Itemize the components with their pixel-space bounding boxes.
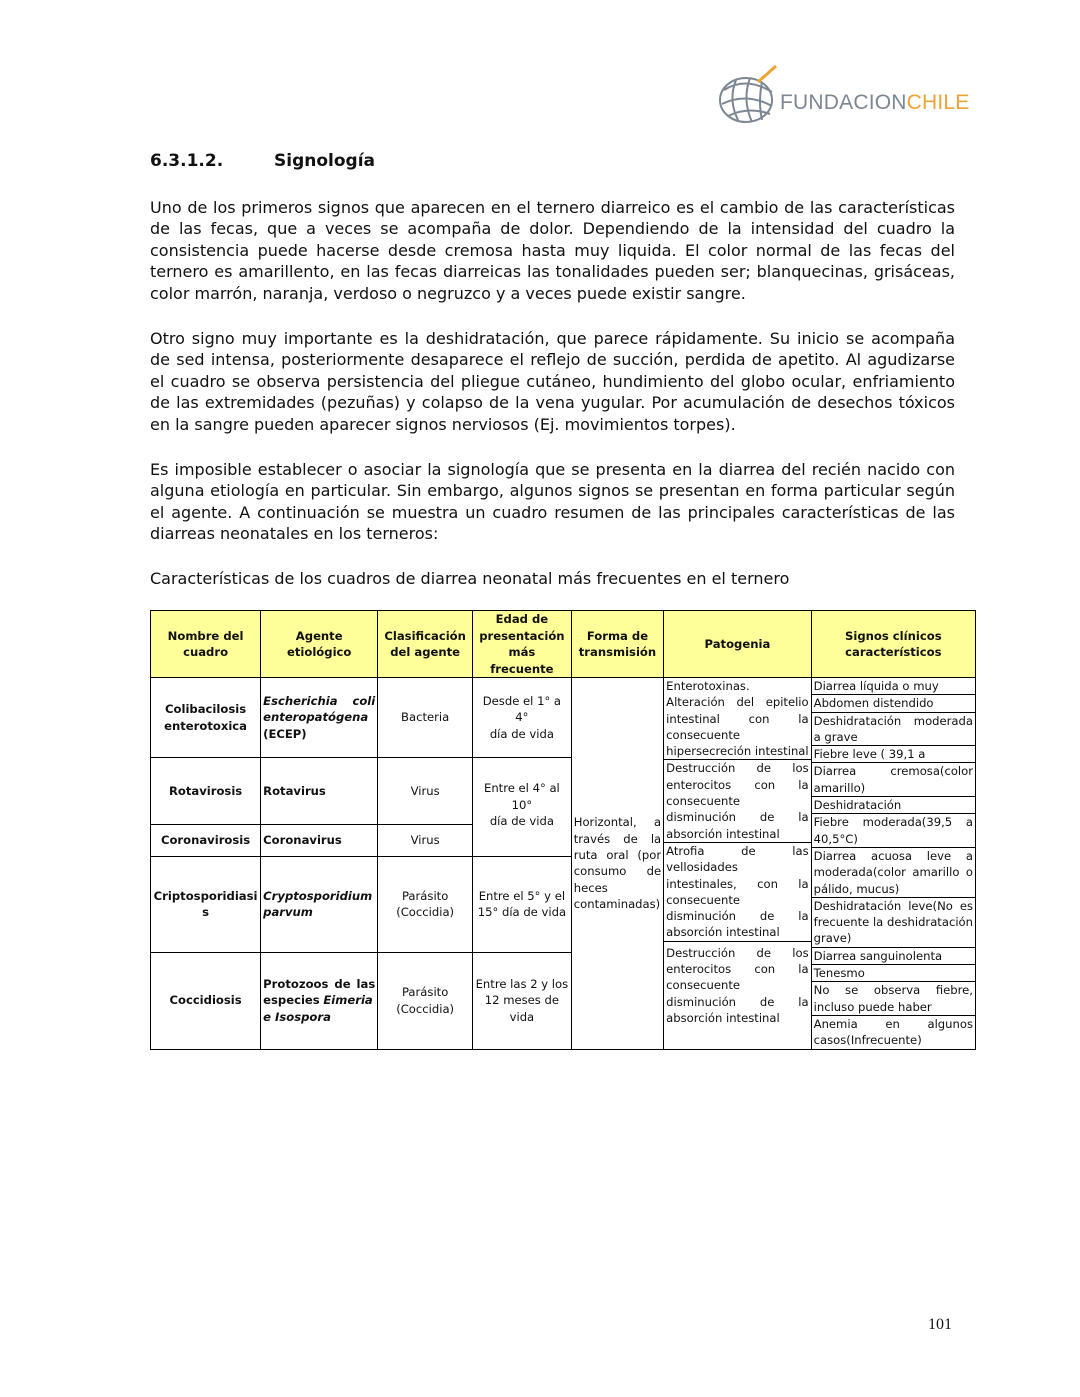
- paragraph-1: Uno de los primeros signos que aparecen en el ternero diarreico es el cambio de las características de las fecas, que a veces se acompaña de dolor. Dependiendo de la intensidad del cuadro la consistencia puede hacerse desde cremosa hasta muy liquida. El color normal de las fecas del ternero es amarillento, en las fecas diarreicas las tonalidades pueden ser; blanquecinas, grisáceas, color marrón, naranja, verdoso o negruzco y a veces puede existir sangre.: [150, 198, 955, 303]
- header-forma: Forma de transmisión: [571, 611, 663, 678]
- cell-clasif-parasito: Parásito (Coccidia): [378, 856, 473, 952]
- diarrhea-table: [150, 610, 976, 1050]
- table-caption: Características de los cuadros de diarrea neonatal más frecuentes en el ternero: [150, 569, 790, 588]
- cell-nombre-coccidiosis: Coccidiosis: [151, 952, 261, 1049]
- cell-edad-cripto: Entre el 5° y el 15° día de vida: [473, 856, 572, 952]
- header-agente: Agente etiológico: [261, 611, 378, 678]
- header-clasificacion: Clasificación del agente: [378, 611, 473, 678]
- cell-clasif-parasito: Parásito (Coccidia): [378, 952, 473, 1049]
- cell-clasif-virus: Virus: [378, 758, 473, 825]
- cell-nombre-coronavirosis: Coronavirosis: [151, 824, 261, 856]
- cell-agente-cryptosporidium: Cryptosporidium parvum: [261, 856, 378, 952]
- table-row: [151, 678, 976, 758]
- cell-clasif-bacteria: Bacteria: [378, 678, 473, 758]
- globe-logo-icon: [714, 62, 780, 128]
- header-patogenia: Patogenia: [664, 611, 811, 678]
- cell-forma-transmision: Horizontal, a través de la ruta oral (por consumo de heces contaminadas): [571, 678, 663, 1050]
- header-signos: Signos clínicos característicos: [811, 611, 975, 678]
- cell-nombre-colibacilosis: Colibacilosis enterotoxica: [151, 678, 261, 758]
- header-nombre: Nombre del cuadro: [151, 611, 261, 678]
- cell-nombre-criptosporidiasis: Criptosporidiasi s: [151, 856, 261, 952]
- cell-agente-coronavirus: Coronavirus: [261, 824, 378, 856]
- logo-text-fundacion: FUNDACION: [780, 91, 907, 114]
- paragraph-2: Otro signo muy importante es la deshidratación, que parece rápidamente. Su inicio se acompaña de sed intensa, posteriormente desaparece el reflejo de succión, perdida de apetito. Al agudizarse el cuadro se observa persistencia del pliegue cutáneo, hundimiento del globo ocular, enfriamiento de las extremidades (pezuñas) y colapso de la vena yugular. Por acumulación de desechos tóxicos en la sangre pueden aparecer signos nerviosos (Ej. movimientos torpes).: [150, 329, 955, 434]
- section-number: 6.3.1.2.: [150, 151, 224, 171]
- page-number: 101: [928, 1316, 952, 1333]
- header-edad: Edad de presentación más frecuente: [473, 611, 572, 678]
- fundacion-chile-logo: [714, 62, 970, 128]
- cell-signos: Diarrea líquida o muy Abdomen distendido Deshidratación moderada a grave Fiebre leve ( 39,1 a Diarrea cremosa(color amarillo) Deshidratación Fiebre moderada(39,5 a 40,5°C) Diarrea acuosa leve a moderada(color amarillo o pálido, mucus) Deshidratación leve(No es frecuente la deshidratación grave) Diarrea sanguinolenta Tenesmo No se observa fiebre, incluso puede haber Anemia en algunos casos(Infrecuente): [811, 678, 975, 1050]
- cell-nombre-rotavirosis: Rotavirosis: [151, 758, 261, 825]
- paragraph-3: Es imposible establecer o asociar la signología que se presenta en la diarrea del recién nacido con alguna etiología en particular. Sin embargo, algunos signos se presentan en forma particular según el agente. A continuación se muestra un cuadro resumen de las principales características de las diarreas neonatales en los terneros:: [150, 460, 955, 544]
- cell-edad-coli: Desde el 1° a 4° día de vida: [473, 678, 572, 758]
- cell-agente-rotavirus: Rotavirus: [261, 758, 378, 825]
- section-heading: [150, 151, 375, 171]
- cell-patogenia: Enterotoxinas. Alteración del epitelio intestinal con la consecuente hipersecreción intestinal Destrucción de los enterocitos con la consecuente disminución de la absorción intestinal Atrofia de las vellosidades intestinales, con la consecuente disminución de la absorción intestinal Destrucción de los enterocitos con la consecuente disminución de la absorción intestinal: [664, 678, 811, 1050]
- cell-agente-ecep: Escherichia coli enteropatógena (ECEP): [261, 678, 378, 758]
- cell-clasif-virus: Virus: [378, 824, 473, 856]
- section-title: Signología: [274, 151, 375, 171]
- cell-edad-rota-corona: Entre el 4° al 10° día de vida: [473, 758, 572, 857]
- cell-agente-protozoos: Protozoos de las especies Eimeria e Isospora: [261, 952, 378, 1049]
- logo-text-chile: CHILE: [906, 91, 970, 114]
- logo-text: [780, 91, 970, 115]
- table-header-row: [151, 611, 976, 678]
- cell-edad-cocci: Entre las 2 y los 12 meses de vida: [473, 952, 572, 1049]
